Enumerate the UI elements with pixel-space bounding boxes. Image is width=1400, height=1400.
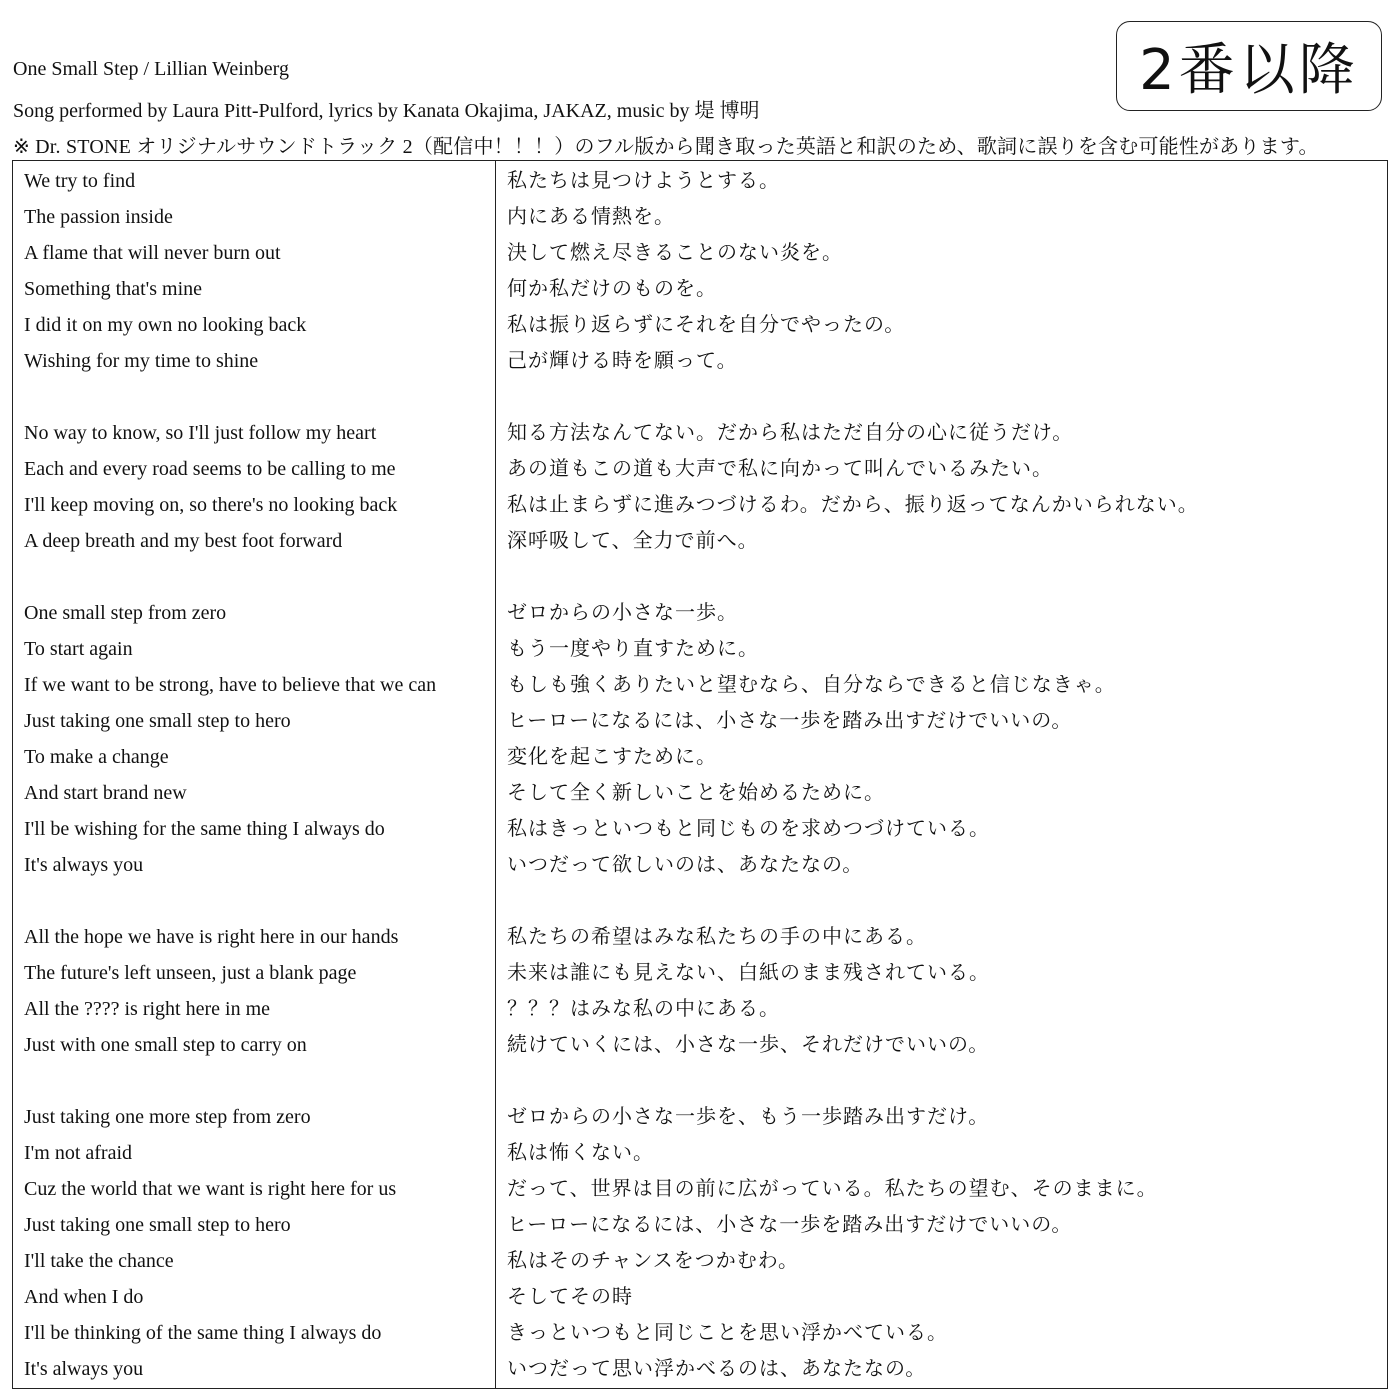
english-lyric-line: The passion inside — [24, 206, 173, 228]
english-lyric-line: No way to know, so I'll just follow my heart — [24, 422, 377, 444]
japanese-lyric-line: 続けていくには、小さな一歩、それだけでいいの。 — [507, 1034, 990, 1056]
english-lyric-line: It's always you — [24, 854, 144, 876]
section-badge: 2番以降 — [1116, 21, 1382, 111]
english-lyric-line: The future's left unseen, just a blank page — [24, 962, 357, 984]
lyrics-table — [12, 160, 1388, 1389]
japanese-lyric-line: ？？？はみな私の中にある。 — [507, 998, 780, 1020]
english-lyric-line: We try to find — [24, 170, 136, 192]
japanese-lyric-line: ヒーローになるには、小さな一歩を踏み出すだけでいいの。 — [507, 710, 1073, 732]
japanese-lyric-line: 私は止まらずに進みつづけるわ。だから、振り返ってなんかいられない。 — [507, 494, 1199, 516]
blank-line — [24, 559, 489, 595]
japanese-lyric-line: そしてその時 — [507, 1286, 633, 1308]
japanese-lyric-line: もしも強くありたいと望むなら、自分ならできると信じなきゃ。 — [507, 674, 1116, 696]
english-lyric-line: And when I do — [24, 1286, 144, 1308]
english-lyric-line: Just taking one more step from zero — [24, 1106, 311, 1128]
japanese-lyric-line: 決して燃え尽きることのない炎を。 — [507, 242, 843, 264]
japanese-lyric-line: 知る方法なんてない。だから私はただ自分の心に従うだけ。 — [507, 422, 1074, 444]
english-lyric-line: To make a change — [24, 746, 169, 768]
japanese-lyric-line: 私はきっといつもと同じものを求めつづけている。 — [507, 818, 990, 840]
blank-line — [24, 1063, 489, 1099]
english-lyric-line: All the ???? is right here in me — [24, 998, 271, 1020]
blank-line — [507, 1063, 1377, 1099]
blank-line — [24, 883, 489, 919]
english-lyric-line: Something that's mine — [24, 278, 203, 300]
japanese-lyric-line: きっといつもと同じことを思い浮かべている。 — [507, 1322, 948, 1344]
english-lyric-line: One small step from zero — [24, 602, 227, 624]
japanese-lyric-line: 私は振り返らずにそれを自分でやったの。 — [507, 314, 906, 336]
japanese-lyric-line: 私たちの希望はみな私たちの手の中にある。 — [507, 926, 927, 948]
japanese-lyric-line: だって、世界は目の前に広がっている。私たちの望む、そのままに。 — [507, 1178, 1158, 1200]
blank-line — [24, 379, 489, 415]
japanese-lyric-line: 内にある情熱を。 — [507, 206, 675, 228]
japanese-lyric-line: 変化を起こすために。 — [507, 746, 717, 768]
japanese-lyric-line: 深呼吸して、全力で前へ。 — [507, 530, 759, 552]
english-lyric-line: It's always you — [24, 1358, 144, 1380]
japanese-lyric-line: ゼロからの小さな一歩を、もう一歩踏み出すだけ。 — [507, 1106, 990, 1128]
japanese-lyric-line: 未来は誰にも見えない、白紙のまま残されている。 — [507, 962, 990, 984]
japanese-lyric-line: 私はそのチャンスをつかむわ。 — [507, 1250, 799, 1272]
english-lyric-line: If we want to be strong, have to believe that we can — [24, 674, 437, 696]
english-lyric-line: I did it on my own no looking back — [24, 314, 307, 336]
english-lyric-line: I'll take the chance — [24, 1250, 174, 1272]
column-divider — [495, 161, 496, 1388]
song-title: One Small Step / Lillian Weinberg — [13, 58, 289, 80]
japanese-lyric-line: ゼロからの小さな一歩。 — [507, 602, 738, 624]
english-lyric-line: I'll be wishing for the same thing I always do — [24, 818, 385, 840]
japanese-lyric-line: もう一度やり直すために。 — [507, 638, 759, 660]
english-lyric-line: I'll keep moving on, so there's no looking back — [24, 494, 398, 516]
japanese-lyric-line: 己が輝ける時を願って。 — [507, 350, 738, 372]
disclaimer-note: ※ Dr. STONE オリジナルサウンドトラック 2（配信中！！！）のフル版から聞き取った英語と和訳のため、歌詞に誤りを含む可能性があります。 — [13, 136, 1319, 158]
japanese-lyric-line: 私たちは見つけようとする。 — [507, 170, 780, 192]
english-lyric-line: Just taking one small step to hero — [24, 1214, 291, 1236]
english-lyric-line: A deep breath and my best foot forward — [24, 530, 343, 552]
english-lyric-line: I'll be thinking of the same thing I always do — [24, 1322, 382, 1344]
blank-line — [507, 379, 1377, 415]
japanese-lyric-line: いつだって思い浮かべるのは、あなたなの。 — [507, 1358, 927, 1380]
japanese-lyric-line: いつだって欲しいのは、あなたなの。 — [507, 854, 864, 876]
english-lyrics-column — [24, 163, 489, 1387]
english-lyric-line: A flame that will never burn out — [24, 242, 281, 264]
english-lyric-line: Cuz the world that we want is right here for us — [24, 1178, 397, 1200]
english-lyric-line: Just taking one small step to hero — [24, 710, 291, 732]
blank-line — [507, 883, 1377, 919]
english-lyric-line: I'm not afraid — [24, 1142, 133, 1164]
english-lyric-line: Just with one small step to carry on — [24, 1034, 307, 1056]
japanese-translation-column — [507, 163, 1377, 1387]
english-lyric-line: To start again — [24, 638, 133, 660]
english-lyric-line: And start brand new — [24, 782, 187, 804]
japanese-lyric-line: そして全く新しいことを始めるために。 — [507, 782, 885, 804]
japanese-lyric-line: 私は怖くない。 — [507, 1142, 654, 1164]
japanese-lyric-line: 何か私だけのものを。 — [507, 278, 717, 300]
song-credits: Song performed by Laura Pitt-Pulford, lyrics by Kanata Okajima, JAKAZ, music by 堤 博明 — [13, 100, 760, 122]
blank-line — [507, 559, 1377, 595]
english-lyric-line: Wishing for my time to shine — [24, 350, 259, 372]
japanese-lyric-line: ヒーローになるには、小さな一歩を踏み出すだけでいいの。 — [507, 1214, 1073, 1236]
english-lyric-line: All the hope we have is right here in our hands — [24, 926, 399, 948]
english-lyric-line: Each and every road seems to be calling to me — [24, 458, 396, 480]
japanese-lyric-line: あの道もこの道も大声で私に向かって叫んでいるみたい。 — [507, 458, 1053, 480]
